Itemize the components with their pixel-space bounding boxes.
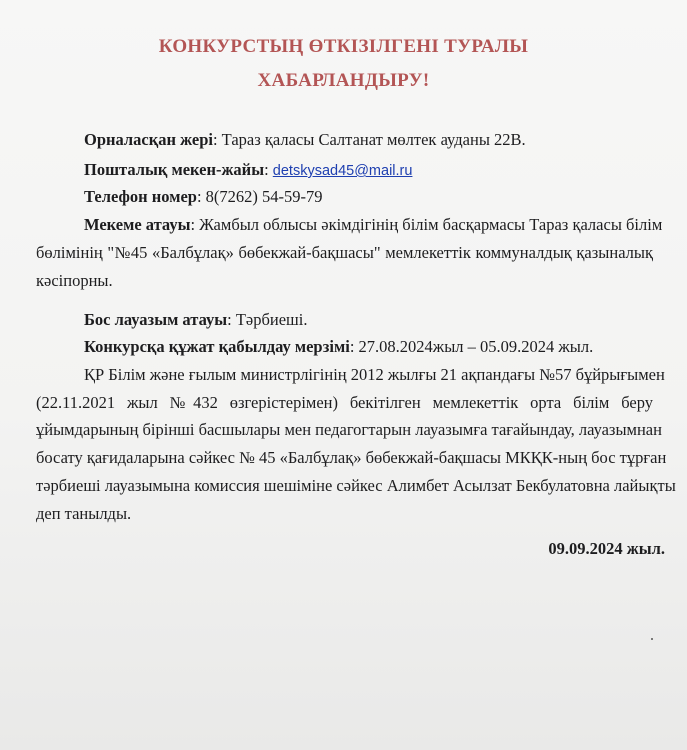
postal-line — [84, 160, 412, 181]
deadline-line — [84, 337, 593, 357]
institution-label: Мекеме атауы — [84, 215, 191, 234]
institution-line-2: бөлімінің "№45 «Балбұлақ» бөбекжай-бақшасы" мемлекеттік коммуналдық қазыналық — [36, 243, 653, 262]
body-line-4: босату қағидаларына сәйкес № 45 «Балбұлақ» бөбекжай-бақшасы МКҚК-ның бос тұрған — [36, 448, 667, 467]
title-line-2: ХАБАРЛАНДЫРУ! — [257, 70, 430, 91]
location-line — [84, 130, 526, 150]
location-value: : Тараз қаласы Салтанат мөлтек ауданы 22В. — [212, 130, 526, 149]
email-link[interactable]: detskysad45@mail.ru — [272, 163, 413, 179]
phone-label: Телефон номер — [84, 187, 197, 206]
institution-line1-rest: : Жамбыл облысы әкімдігінің білім басқармасы Тараз қаласы білім — [190, 215, 663, 234]
body-line-2: (22.11.2021 жыл №432 өзгерістерімен) бекітілген мемлекеттік орта білім беру — [36, 393, 653, 412]
deadline-value: : 27.08.2024жыл – 05.09.2024 жыл. — [349, 337, 594, 356]
institution-line-1 — [84, 215, 663, 235]
phone-value: : 8(7262) 54-59-79 — [196, 187, 323, 206]
document-date: 09.09.2024 жыл. — [548, 539, 665, 558]
paper-speck — [651, 638, 653, 640]
title-line-1: КОНКУРСТЫҢ ӨТКІЗІЛГЕНІ ТУРАЛЫ — [158, 36, 529, 57]
postal-label: Пошталық мекен-жайы — [84, 160, 265, 179]
institution-line-3: кәсіпорны. — [36, 271, 113, 290]
body-line-3: ұйымдарының бірінші басшылары мен педагогтарын лауазымға тағайындау, лауазымнан — [36, 420, 662, 439]
vacancy-label: Бос лауазым атауы — [84, 310, 228, 329]
body-line-6: деп танылды. — [36, 504, 132, 523]
postal-sep: : — [264, 160, 273, 179]
deadline-label: Конкурсқа құжат қабылдау мерзімі — [84, 337, 350, 356]
location-label: Орналасқан жері — [84, 130, 213, 149]
body-line-1: ҚР Білім және ғылым министрлігінің 2012 жылғы 21 ақпандағы №57 бұйрығымен — [84, 365, 665, 384]
vacancy-value: : Тәрбиеші. — [227, 310, 308, 329]
vacancy-line — [84, 310, 307, 330]
phone-line — [84, 187, 323, 207]
body-line-5: тәрбиеші лауазымына комиссия шешіміне сәйкес Алимбет Асылзат Бекбулатовна лайықты — [36, 476, 676, 495]
